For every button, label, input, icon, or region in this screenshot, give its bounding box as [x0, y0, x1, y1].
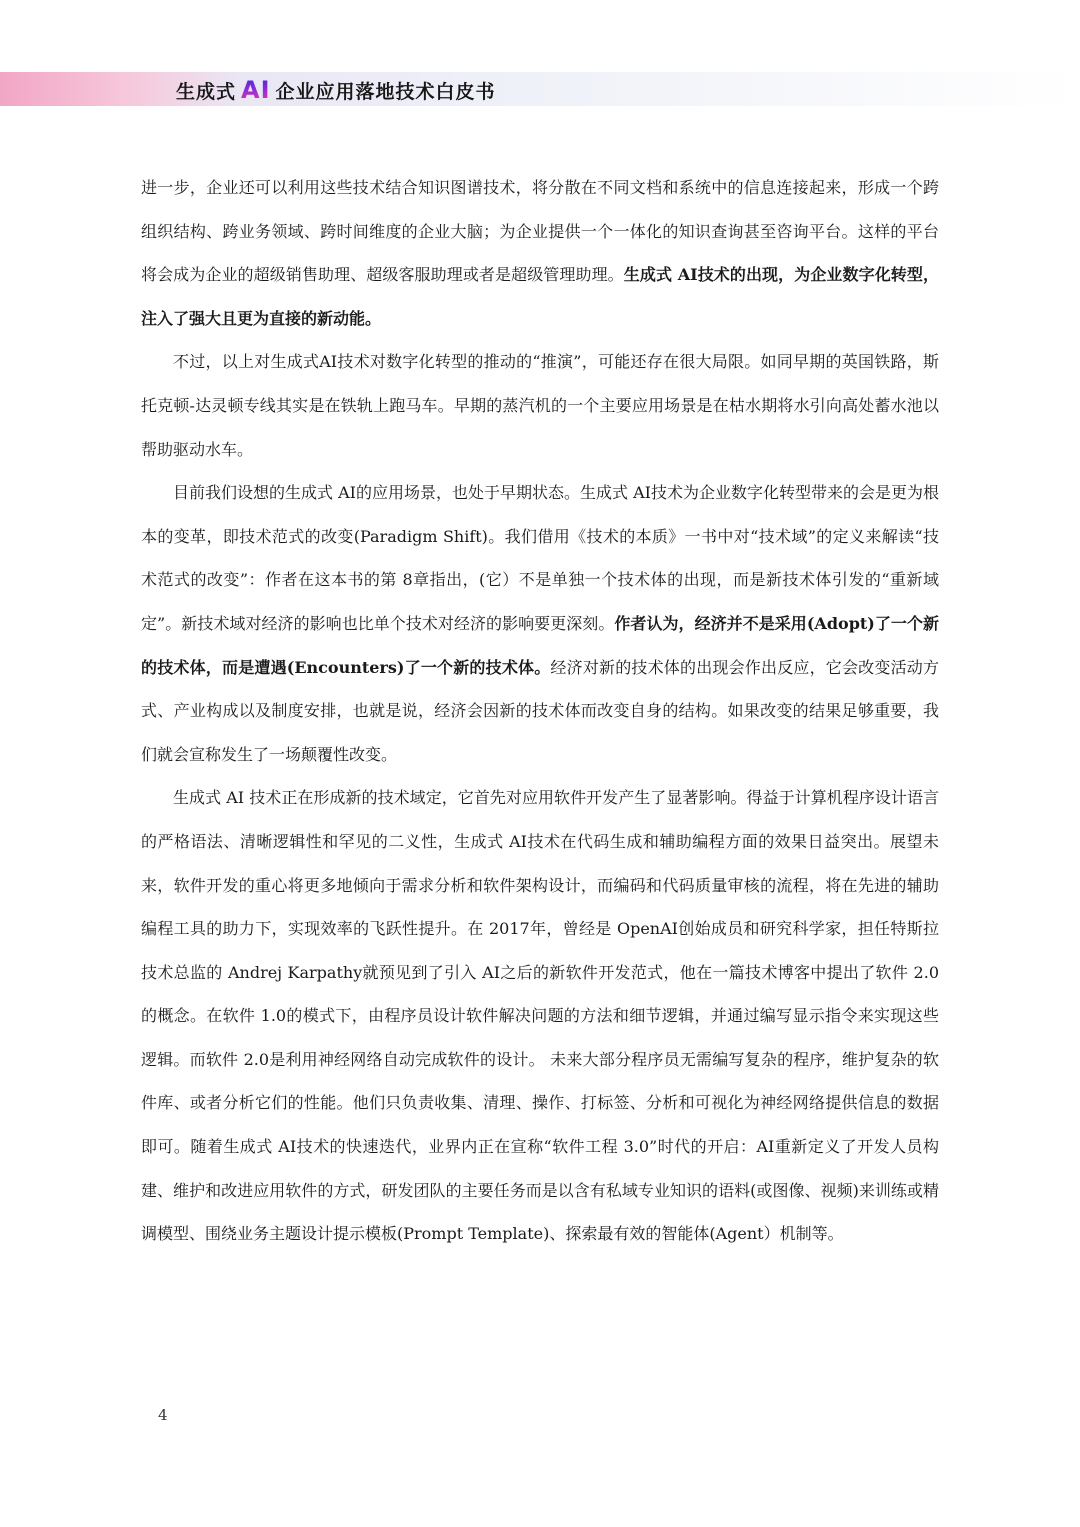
title-prefix: 生成式: [176, 80, 237, 103]
paragraph-2: [141, 340, 939, 471]
paragraph-3-text-2: 经济对新的技术体的出现会作出反应，它会改变活动方式、产业构成以及制度安排，也就是说，经济会因新的技术体而改变自身的结构。如果改变的结果足够重要，我们就会宣称发生了一场颠覆性改变。: [141, 657, 939, 764]
paragraph-4-text: 生成式 AI 技术正在形成新的技术域定，它首先对应用软件开发产生了显著影响。得益于计算机程序设计语言的严格语法、清晰逻辑性和罕见的二义性，生成式 AI技术在代码生成和辅助编程方面的效果日益突出。展望未来，软件开发的重心将更多地倾向于需求分析和软件架构设计，而编码和代码质量审核的流程，将在先进的辅助编程工具的助力下，实现效率的飞跃性提升。在 2017年，曾经是 OpenAI创始成员和研究科学家，担任特斯拉技术总监的 Andrej Karpathy就预见到了引入 AI之后的新软件开发范式，他在一篇技术博客中提出了软件 2.0的概念。在软件 1.0的模式下，由程序员设计软件解决问题的方法和细节逻辑，并通过编写显示指令来实现这些逻辑。而软件 2.0是利用神经网络自动完成软件的设计。 未来大部分程序员无需编写复杂的程序，维护复杂的软件库、或者分析它们的性能。他们只负责收集、清理、操作、打标签、分析和可视化为神经网络提供信息的数据即可。随着生成式 AI技术的快速迭代，业界内正在宣称“软件工程 3.0”时代的开启：AI重新定义了开发人员构建、维护和改进应用软件的方式，研发团队的主要任务而是以含有私域专业知识的语料(或图像、视频)来训练或精调模型、围绕业务主题设计提示模板(Prompt Template)、探索最有效的智能体(Agent）机制等。: [141, 788, 939, 1244]
ai-logo-text: AI: [241, 76, 271, 104]
paragraph-2-text: 不过，以上对生成式AI技术对数字化转型的推动的“推演”，可能还存在很大局限。如同早期的英国铁路，斯托克顿-达灵顿专线其实是在铁轨上跑马车。早期的蒸汽机的一个主要应用场景是在枯水期将水引向高处蓄水池以帮助驱动水车。: [141, 352, 939, 459]
paragraph-3-text: 目前我们设想的生成式 AI的应用场景，也处于早期状态。生成式 AI技术为企业数字化转型带来的会是更为根本的变革，即技术范式的改变(Paradigm Shift)。我们借用《技术的本质》一书中对“技术域”的定义来解读“技术范式的改变”：作者在这本书的第 8章指出，(它）不是单独一个技术体的出现，而是新技术体引发的“重新域定”。新技术域对经济的影响也比单个技术对经济的影响要更深刻。: [141, 483, 939, 633]
paragraph-4: [141, 776, 939, 1256]
document-title: [176, 76, 496, 104]
header-band: [0, 72, 1080, 106]
paragraph-3: [141, 471, 939, 776]
paragraph-3-bold: 作者认为，经济并不是采用(Adopt)了一个新的技术体，而是遭遇(Encounters)了一个新的技术体。: [141, 613, 939, 677]
paragraph-1: [141, 166, 939, 340]
body-text: [141, 166, 939, 1256]
paragraph-1-text: 进一步，企业还可以利用这些技术结合知识图谱技术，将分散在不同文档和系统中的信息连接起来，形成一个跨组织结构、跨业务领域、跨时间维度的企业大脑；为企业提供一个一体化的知识查询甚至咨询平台。这样的平台将会成为企业的超级销售助理、超级客服助理或者是超级管理助理。: [141, 178, 939, 285]
title-suffix: 企业应用落地技术白皮书: [275, 80, 496, 103]
paragraph-1-bold: 生成式 AI技术的出现，为企业数字化转型，注入了强大且更为直接的新动能。: [141, 265, 939, 328]
page-number: 4: [158, 1406, 168, 1424]
